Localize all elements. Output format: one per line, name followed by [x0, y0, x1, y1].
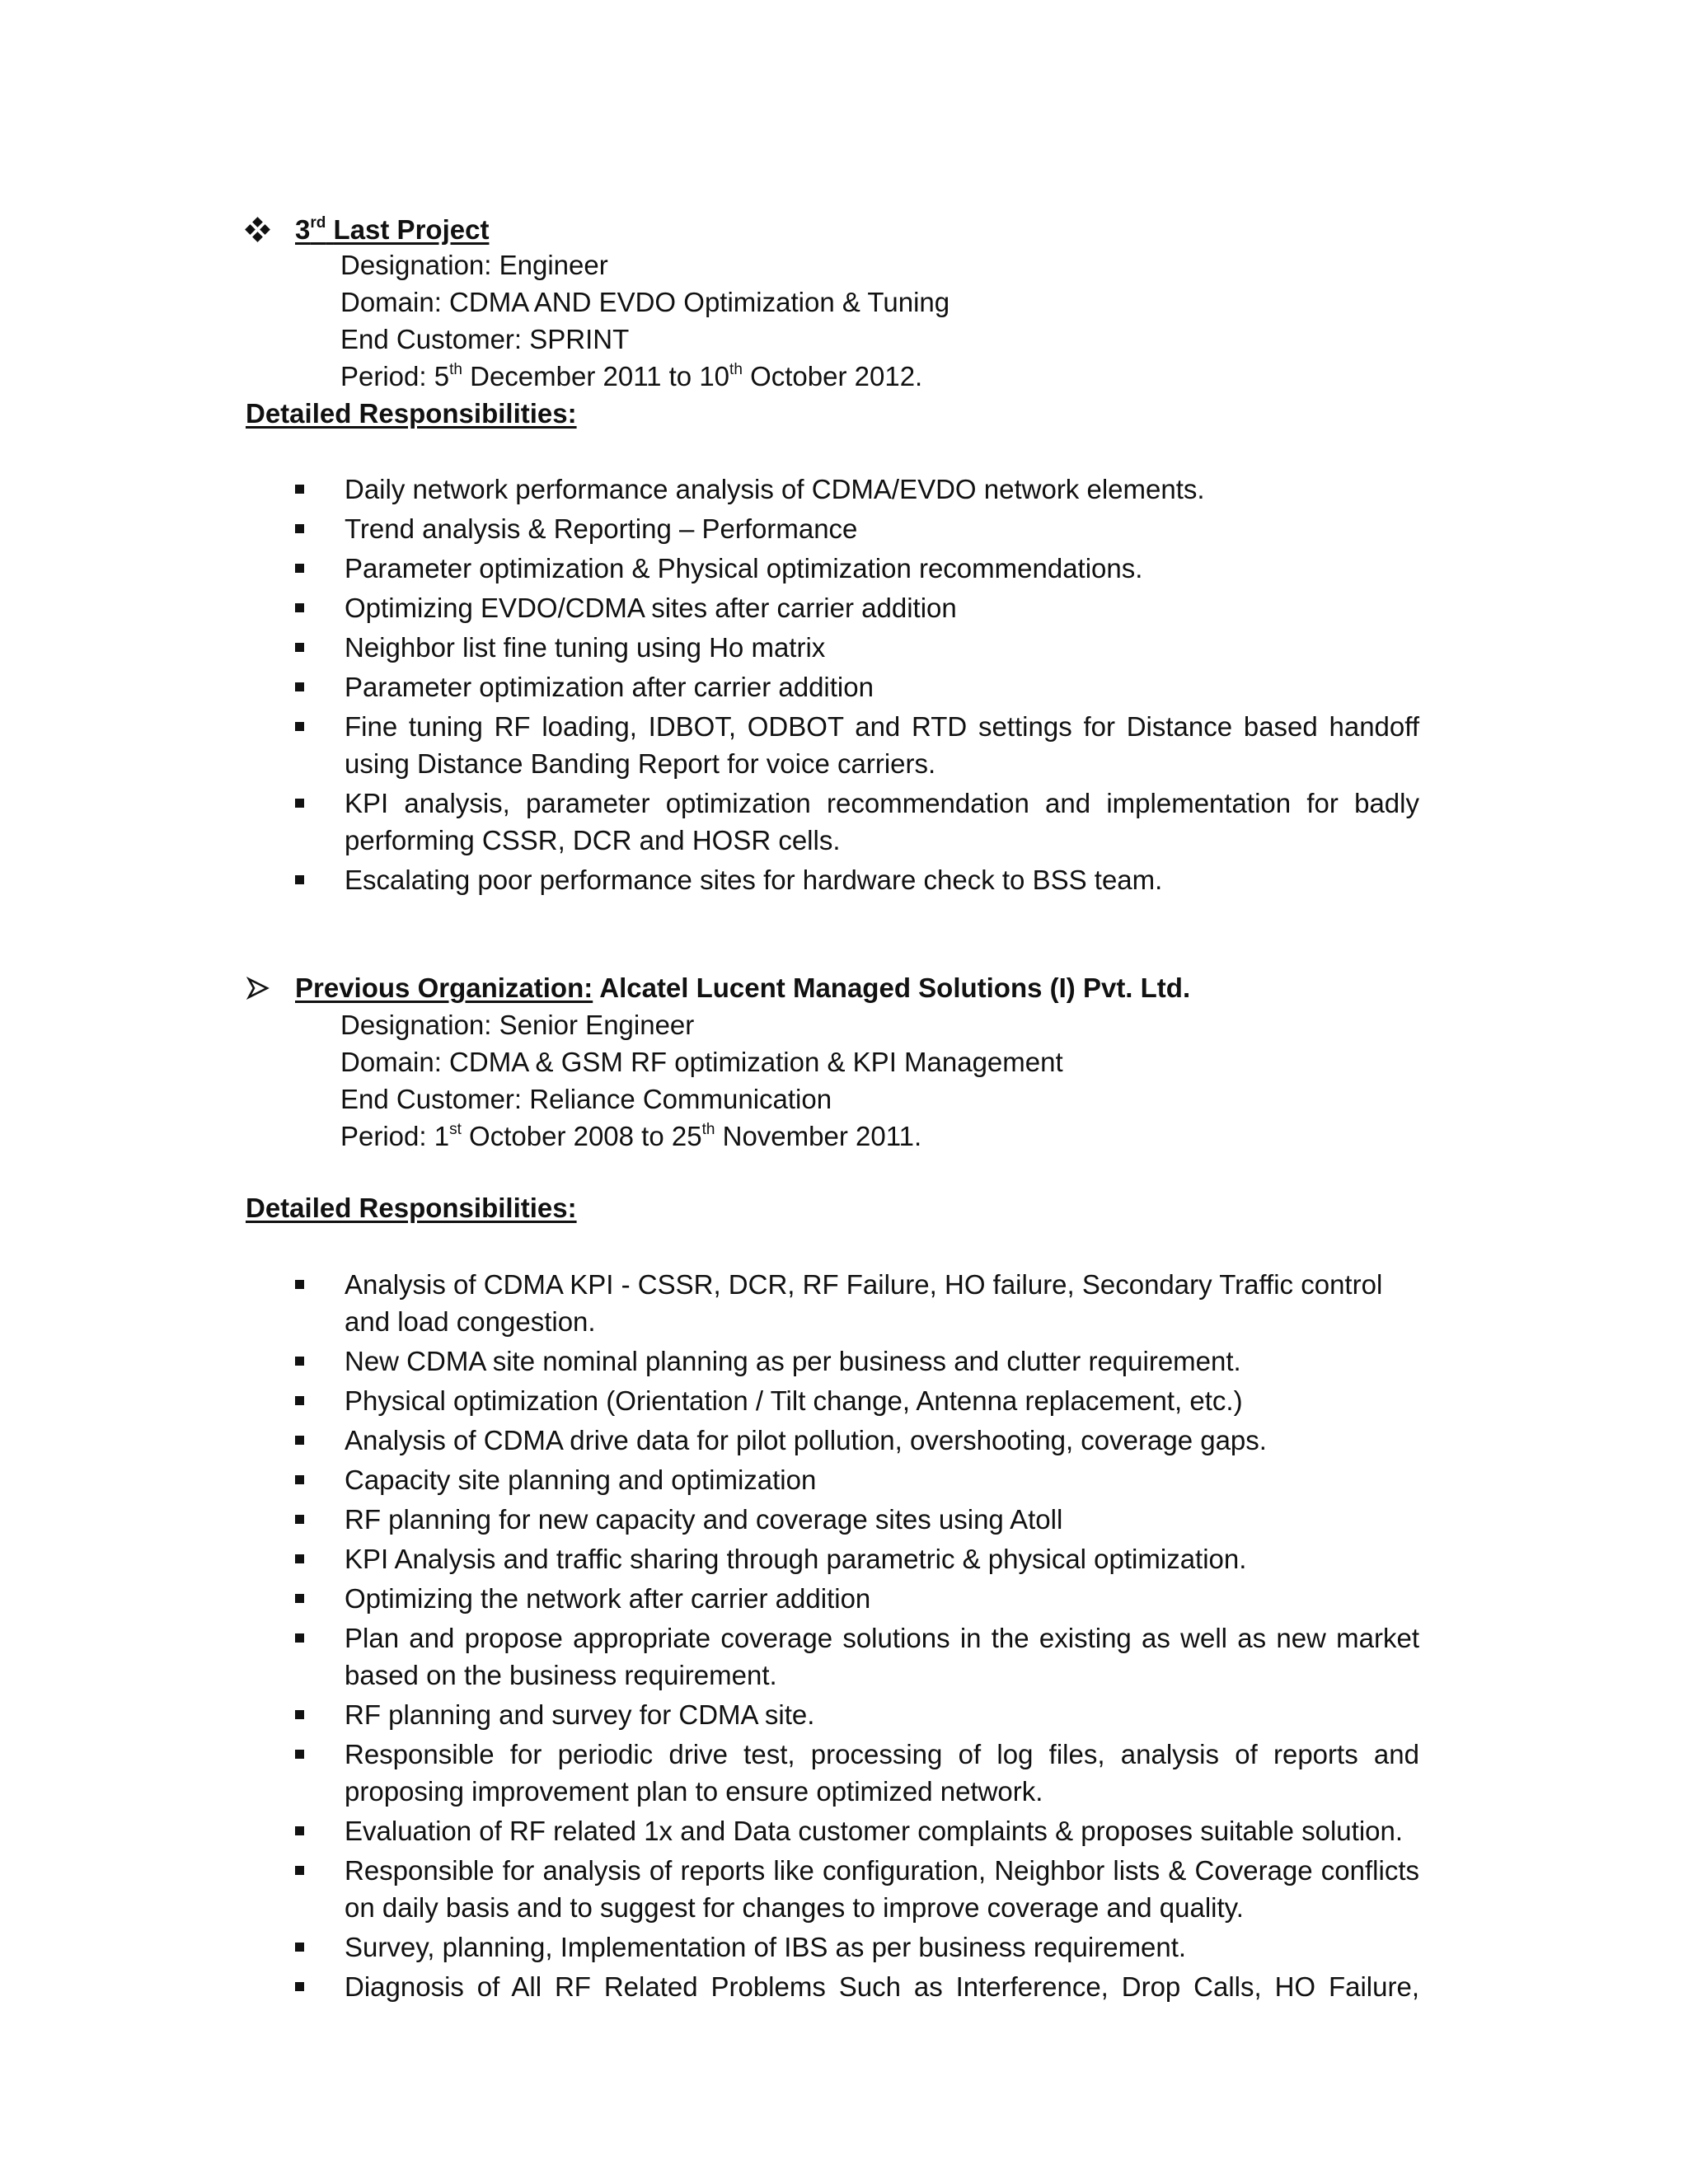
responsibilities-list	[295, 471, 1419, 901]
square-bullet-icon	[295, 799, 304, 808]
square-bullet-icon	[295, 485, 304, 494]
list-item: KPI Analysis and traffic sharing through parametric & physical optimization.	[295, 1540, 1419, 1577]
square-bullet-icon	[295, 1396, 304, 1405]
square-bullet-icon	[295, 524, 304, 533]
diamond-bullet-icon	[246, 211, 279, 248]
list-item: Optimizing EVDO/CDMA sites after carrier addition	[295, 589, 1419, 626]
list-item: Physical optimization (Orientation / Tilt change, Antenna replacement, etc.)	[295, 1382, 1419, 1419]
square-bullet-icon	[295, 1943, 304, 1952]
list-item: RF planning and survey for CDMA site.	[295, 1696, 1419, 1733]
organization-label: Previous Organization:	[295, 972, 593, 1003]
end-customer-line: End Customer: Reliance Communication	[340, 1084, 832, 1114]
square-bullet-icon	[295, 1866, 304, 1875]
organization-meta	[340, 1006, 1412, 1155]
list-item: Daily network performance analysis of CDMA/EVDO network elements.	[295, 471, 1419, 508]
end-customer-line: End Customer: SPRINT	[340, 324, 630, 354]
list-item: Trend analysis & Reporting – Performance	[295, 510, 1419, 547]
domain-line: Domain: CDMA & GSM RF optimization & KPI Management	[340, 1047, 1063, 1077]
list-item: RF planning for new capacity and coverage sites using Atoll	[295, 1501, 1419, 1538]
designation-line: Designation: Senior Engineer	[340, 1010, 695, 1040]
square-bullet-icon	[295, 875, 304, 884]
square-bullet-icon	[295, 722, 304, 731]
list-item: KPI analysis, parameter optimization recommendation and implementation for badly performing CSSR, DCR and HOSR cells.	[295, 785, 1419, 859]
list-item: Fine tuning RF loading, IDBOT, ODBOT and RTD settings for Distance based handoff using Distance Banding Report for voice carriers.	[295, 708, 1419, 782]
list-item: Neighbor list fine tuning using Ho matrix	[295, 629, 1419, 666]
square-bullet-icon	[295, 682, 304, 691]
list-item: Escalating poor performance sites for hardware check to BSS team.	[295, 861, 1419, 898]
list-item: Parameter optimization after carrier addition	[295, 668, 1419, 705]
list-item: Parameter optimization & Physical optimization recommendations.	[295, 550, 1419, 587]
square-bullet-icon	[295, 603, 304, 612]
designation-line: Designation: Engineer	[340, 250, 608, 280]
square-bullet-icon	[295, 1357, 304, 1366]
square-bullet-icon	[295, 1475, 304, 1484]
square-bullet-icon	[295, 1633, 304, 1643]
square-bullet-icon	[295, 1515, 304, 1524]
organization-name: Alcatel Lucent Managed Solutions (I) Pvt. Ltd.	[599, 972, 1191, 1003]
square-bullet-icon	[295, 1594, 304, 1603]
arrow-bullet-icon	[246, 969, 279, 1006]
square-bullet-icon	[295, 1750, 304, 1759]
list-item: Evaluation of RF related 1x and Data customer complaints & proposes suitable solution.	[295, 1812, 1419, 1849]
square-bullet-icon	[295, 1554, 304, 1563]
square-bullet-icon	[295, 1280, 304, 1289]
project-heading	[295, 211, 489, 248]
period-line: Period: 5th December 2011 to 10th October 2012.	[340, 361, 923, 391]
square-bullet-icon	[295, 1982, 304, 1991]
list-item: Capacity site planning and optimization	[295, 1461, 1419, 1498]
domain-line: Domain: CDMA AND EVDO Optimization & Tuning	[340, 287, 950, 317]
square-bullet-icon	[295, 1710, 304, 1719]
list-item: Plan and propose appropriate coverage solutions in the existing as well as new market based on the business requirement.	[295, 1619, 1419, 1694]
responsibilities-heading: Detailed Responsibilities:	[246, 398, 577, 429]
responsibilities-heading: Detailed Responsibilities:	[246, 1193, 577, 1223]
square-bullet-icon	[295, 564, 304, 573]
list-item: New CDMA site nominal planning as per business and clutter requirement.	[295, 1343, 1419, 1380]
list-item: Diagnosis of All RF Related Problems Such as Interference, Drop Calls, HO Failure,	[295, 1968, 1419, 2005]
list-item: Analysis of CDMA KPI - CSSR, DCR, RF Failure, HO failure, Secondary Traffic control and load congestion.	[295, 1266, 1419, 1340]
list-item: Analysis of CDMA drive data for pilot pollution, overshooting, coverage gaps.	[295, 1422, 1419, 1459]
list-item: Responsible for analysis of reports like configuration, Neighbor lists & Coverage conflicts on daily basis and to suggest for changes to improve coverage and quality.	[295, 1852, 1419, 1926]
responsibilities-list	[295, 1266, 1419, 2008]
project-title: 3rd Last Project	[295, 214, 490, 245]
organization-heading	[295, 969, 1190, 1006]
period-line: Period: 1st October 2008 to 25th November 2011.	[340, 1121, 922, 1151]
project-meta	[340, 246, 1412, 395]
list-item: Responsible for periodic drive test, processing of log files, analysis of reports and proposing improvement plan to ensure optimized network.	[295, 1736, 1419, 1810]
list-item: Optimizing the network after carrier addition	[295, 1580, 1419, 1617]
square-bullet-icon	[295, 1436, 304, 1445]
square-bullet-icon	[295, 643, 304, 652]
list-item: Survey, planning, Implementation of IBS as per business requirement.	[295, 1929, 1419, 1966]
square-bullet-icon	[295, 1826, 304, 1835]
